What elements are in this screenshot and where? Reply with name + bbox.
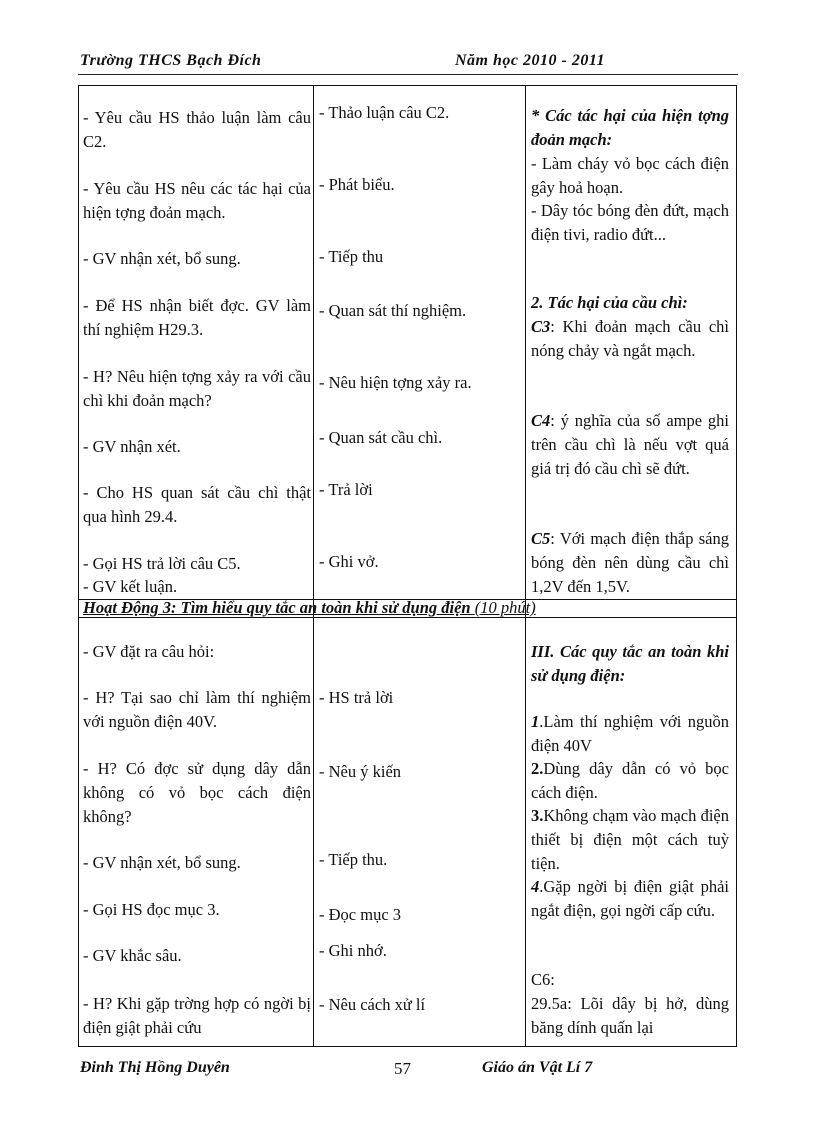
content-safety-heading: III. Các quy tắc an toàn khi sử dụng điện: <box>531 642 729 685</box>
student-item-2: - Phát biểu. <box>319 175 395 194</box>
student-item-1: - Thảo luận câu C2. <box>319 103 450 122</box>
teacher-item-8: - Gọi HS trả lời câu C5. <box>83 554 241 573</box>
teacher-item-16: - H? Khi gặp trờng hợp có ngời bị điện giật phải cứu <box>83 994 311 1037</box>
teacher-item-3: - GV nhận xét, bổ sung. <box>83 249 241 268</box>
student-item-8: - Ghi vở. <box>319 552 379 571</box>
teacher-item-7: - Cho HS quan sát cầu chì thật qua hình 29.4. <box>83 483 311 526</box>
teacher-item-12: - H? Có đợc sử dụng dây dẫn không có vỏ bọc cách điện không? <box>83 759 311 826</box>
student-item-5: - Nêu hiện tợng xảy ra. <box>319 373 472 392</box>
content-c3: C3: Khi đoản mạch cầu chì nóng chảy và ngắt mạch. <box>531 317 729 360</box>
teacher-item-9: - GV kết luận. <box>83 577 178 596</box>
student-item-3: - Tiếp thu <box>319 247 384 266</box>
column-divider-2 <box>525 86 526 1046</box>
student-item-10: - Nêu ý kiến <box>319 762 402 781</box>
footer-author: Đinh Thị Hồng Duyên <box>80 1059 230 1076</box>
student-item-12: - Đọc mục 3 <box>319 905 402 924</box>
content-c6-answer: 29.5a: Lõi dây bị hở, dùng băng dính quấn lại <box>531 994 729 1037</box>
content-harm-1: - Làm cháy vỏ bọc cách điện gây hoả hoạn. <box>531 154 729 197</box>
content-harm-2: - Dây tóc bóng đèn đứt, mạch điện tivi, radio đứt... <box>531 201 729 244</box>
teacher-item-1: - Yêu cầu HS thảo luận làm câu C2. <box>83 108 311 151</box>
content-fuse-heading: 2. Tác hại của cầu chì: <box>531 293 688 312</box>
header-year: Năm học 2010 - 2011 <box>455 52 605 69</box>
page-number: 57 <box>394 1059 411 1078</box>
content-rule-1: 1.Làm thí nghiệm với nguồn điện 40V <box>531 712 729 755</box>
student-item-6: - Quan sát cầu chì. <box>319 428 443 447</box>
student-item-7: - Trả lời <box>319 480 373 499</box>
content-harms-heading: * Các tác hại của hiện tợng đoản mạch: <box>531 106 729 149</box>
student-item-13: - Ghi nhớ. <box>319 941 387 960</box>
content-rule-3: 3.Không chạm vào mạch điện thiết bị điện một cách tuỳ tiện. <box>531 806 729 873</box>
header-rule <box>78 74 738 75</box>
content-rule-2: 2.Dùng dây dẫn có vỏ bọc cách điện. <box>531 759 729 802</box>
lesson-table <box>78 85 737 1047</box>
content-c5: C5: Với mạch điện thắp sáng bóng đèn nên dùng cầu chì 1,2V đến 1,5V. <box>531 529 729 596</box>
teacher-item-5: - H? Nêu hiện tợng xảy ra với cầu chì khi đoản mạch? <box>83 367 311 410</box>
header-school: Trường THCS Bạch Đích <box>80 52 262 69</box>
content-c6-label: C6: <box>531 970 555 989</box>
column-divider-1 <box>313 86 314 1046</box>
activity-3-title: Hoạt Động 3: Tìm hiểu quy tắc an toàn khi sử dụng điện (10 phút) <box>83 598 536 617</box>
student-item-14: - Nêu cách xử lí <box>319 995 426 1014</box>
student-item-9: - HS trả lời <box>319 688 394 707</box>
teacher-item-4: - Để HS nhận biết đợc. GV làm thí nghiệm H29.3. <box>83 296 311 339</box>
content-rule-4: 4.Gặp ngời bị điện giật phải ngắt điện, gọi ngời cấp cứu. <box>531 877 729 920</box>
teacher-item-2: - Yêu cầu HS nêu các tác hại của hiện tợng đoản mạch. <box>83 179 311 222</box>
teacher-item-10: - GV đặt ra câu hỏi: <box>83 642 215 661</box>
content-c4: C4: ý nghĩa của số ampe ghi trên cầu chì là nếu vợt quá giá trị đó cầu chì sẽ đứt. <box>531 411 729 478</box>
teacher-item-13: - GV nhận xét, bổ sung. <box>83 853 241 872</box>
footer-subject: Giáo án Vật Lí 7 <box>482 1059 593 1076</box>
student-item-11: - Tiếp thu. <box>319 850 388 869</box>
teacher-item-6: - GV nhận xét. <box>83 437 181 456</box>
teacher-item-14: - Gọi HS đọc mục 3. <box>83 900 220 919</box>
teacher-item-11: - H? Tại sao chỉ làm thí nghiệm với nguồn điện 40V. <box>83 688 311 731</box>
teacher-item-15: - GV khắc sâu. <box>83 946 182 965</box>
student-item-4: - Quan sát thí nghiệm. <box>319 301 467 320</box>
